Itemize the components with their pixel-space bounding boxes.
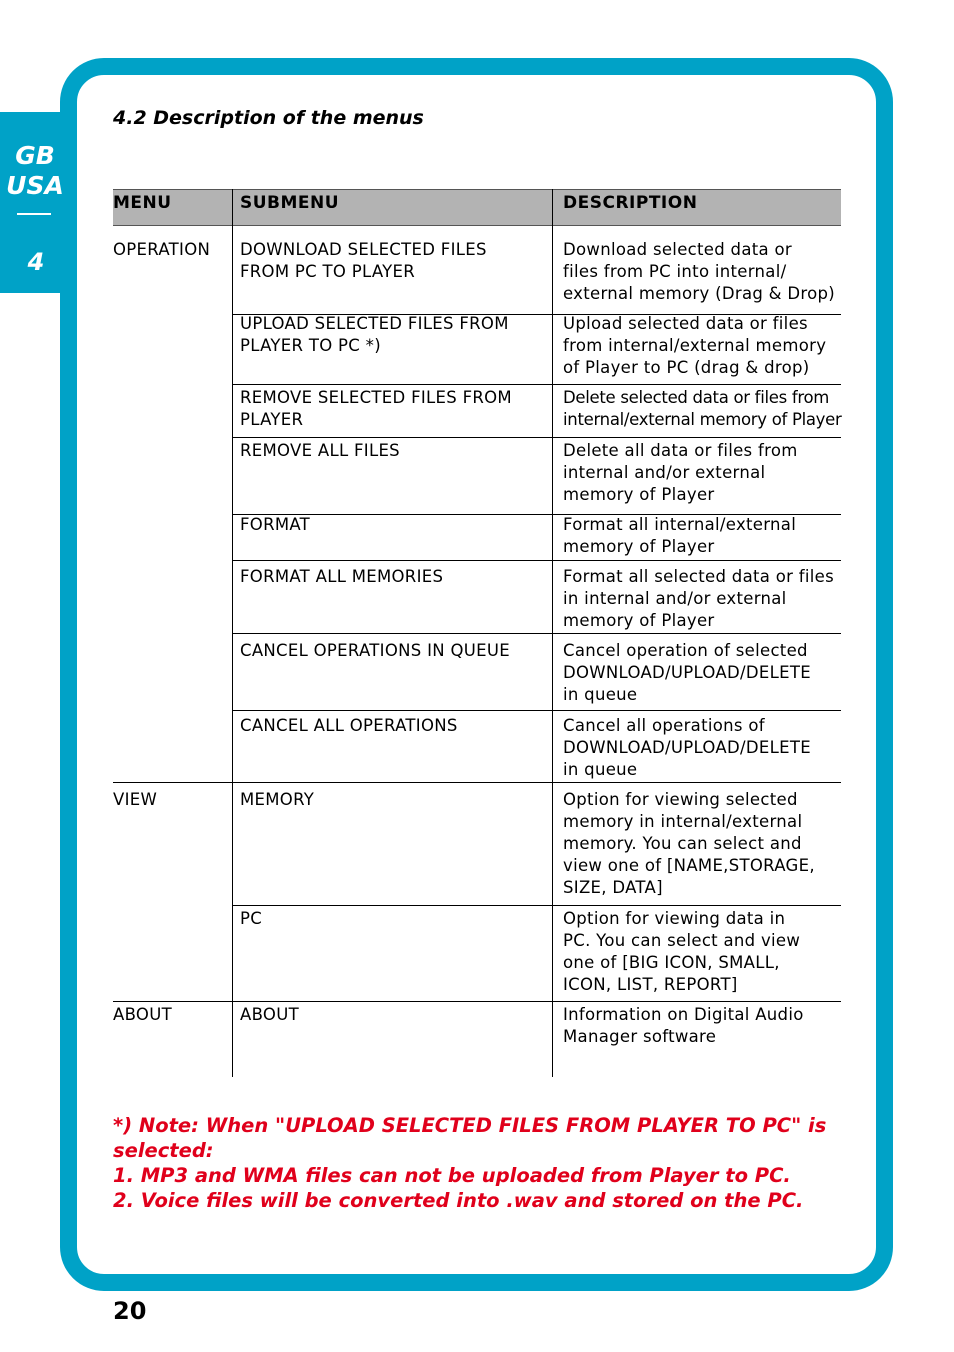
description-line: Cancel operation of selected <box>563 641 808 660</box>
submenu-cell <box>240 789 314 811</box>
submenu-cell <box>240 313 509 357</box>
submenu-line: REMOVE SELECTED FILES FROM <box>240 388 512 407</box>
description-line: memory of Player <box>563 611 715 630</box>
description-line: memory in internal/external <box>563 812 803 831</box>
submenu-line: MEMORY <box>240 790 315 809</box>
language-usa: USA <box>6 171 64 200</box>
description-line: Format all internal/external <box>563 515 797 534</box>
page-number: 20 <box>113 1297 147 1325</box>
upload-note <box>113 1113 853 1213</box>
submenu-line: REMOVE ALL FILES <box>240 441 400 460</box>
description-line: Option for viewing data in <box>563 909 786 928</box>
submenu-line: UPLOAD SELECTED FILES FROM <box>240 314 509 333</box>
menu-operation: OPERATION <box>113 240 211 259</box>
menu-about: ABOUT <box>113 1005 172 1024</box>
description-line: Information on Digital Audio <box>563 1005 804 1024</box>
description-line: in queue <box>563 685 638 704</box>
description-line: files from PC into internal/ <box>563 262 787 281</box>
description-line: internal and/or external <box>563 463 766 482</box>
description-line: Upload selected data or files <box>563 314 808 333</box>
description-cell <box>563 789 815 899</box>
description-line: of Player to PC (drag & drop) <box>563 358 810 377</box>
tab-divider <box>17 213 51 215</box>
description-line: DOWNLOAD/UPLOAD/DELETE <box>563 663 811 682</box>
description-cell <box>563 1004 804 1048</box>
description-cell <box>563 239 835 305</box>
description-line: Format all selected data or files <box>563 567 834 586</box>
menu-description-table <box>113 189 841 1077</box>
description-line: memory of Player <box>563 485 715 504</box>
description-cell <box>563 715 811 781</box>
row-separator <box>233 633 841 634</box>
note-line: 2. Voice files will be converted into .wav and stored on the PC. <box>113 1189 804 1212</box>
description-cell <box>563 566 834 632</box>
row-separator <box>113 782 841 783</box>
description-line: DOWNLOAD/UPLOAD/DELETE <box>563 738 811 757</box>
header-menu: MENU <box>113 193 172 213</box>
submenu-cell <box>240 239 487 283</box>
description-line: Manager software <box>563 1027 717 1046</box>
description-line: Delete all data or files from <box>563 441 798 460</box>
row-separator <box>233 905 841 906</box>
row-separator <box>233 437 841 438</box>
submenu-cell <box>240 387 512 431</box>
description-line: in queue <box>563 760 638 779</box>
description-line: from internal/external memory <box>563 336 827 355</box>
description-line: Delete selected data or files from <box>563 388 830 407</box>
row-separator <box>233 384 841 385</box>
submenu-line: PLAYER TO PC *) <box>240 336 381 355</box>
table-header <box>113 189 841 226</box>
description-line: Cancel all operations of <box>563 716 765 735</box>
language-chapter-tab <box>0 112 64 293</box>
description-line: view one of [NAME,STORAGE, <box>563 856 815 875</box>
row-separator <box>233 710 841 711</box>
language-gb: GB <box>15 141 55 170</box>
section-title: 4.2 Description of the menus <box>113 107 424 129</box>
submenu-cell <box>240 514 310 536</box>
submenu-line: FORMAT <box>240 515 311 534</box>
description-line: ICON, LIST, REPORT] <box>563 975 738 994</box>
menu-view: VIEW <box>113 790 158 809</box>
row-separator <box>233 560 841 561</box>
submenu-line: FORMAT ALL MEMORIES <box>240 567 444 586</box>
header-submenu: SUBMENU <box>240 193 340 213</box>
description-line: internal/external memory of Player <box>563 410 842 429</box>
description-line: memory of Player <box>563 537 715 556</box>
submenu-line: PLAYER <box>240 410 304 429</box>
note-line: *) Note: When "UPLOAD SELECTED FILES FROM PLAYER TO PC" is <box>113 1114 827 1137</box>
submenu-cell <box>240 1004 299 1026</box>
submenu-cell <box>240 908 262 930</box>
description-cell <box>563 908 800 996</box>
description-line: memory. You can select and <box>563 834 802 853</box>
submenu-line: FROM PC TO PLAYER <box>240 262 416 281</box>
description-cell <box>563 640 811 706</box>
description-line: external memory (Drag & Drop) <box>563 284 836 303</box>
submenu-cell <box>240 566 443 588</box>
description-line: SIZE, DATA] <box>563 878 663 897</box>
submenu-cell <box>240 640 510 662</box>
description-cell <box>563 514 796 558</box>
description-line: Option for viewing selected <box>563 790 798 809</box>
note-line: 1. MP3 and WMA files can not be uploaded from Player to PC. <box>113 1164 791 1187</box>
header-description: DESCRIPTION <box>563 193 698 213</box>
description-cell <box>563 313 826 379</box>
description-line: one of [BIG ICON, SMALL, <box>563 953 780 972</box>
submenu-line: CANCEL ALL OPERATIONS <box>240 716 458 735</box>
description-cell <box>563 387 842 431</box>
row-separator <box>113 1001 841 1002</box>
submenu-line: DOWNLOAD SELECTED FILES <box>240 240 487 259</box>
description-line: Download selected data or <box>563 240 792 259</box>
submenu-line: CANCEL OPERATIONS IN QUEUE <box>240 641 510 660</box>
note-line: selected: <box>113 1139 214 1162</box>
submenu-cell <box>240 715 458 737</box>
submenu-cell <box>240 440 400 462</box>
description-line: PC. You can select and view <box>563 931 801 950</box>
description-line: in internal and/or external <box>563 589 787 608</box>
description-cell <box>563 440 798 506</box>
submenu-line: PC <box>240 909 263 928</box>
submenu-line: ABOUT <box>240 1005 299 1024</box>
chapter-number: 4 <box>27 248 45 276</box>
